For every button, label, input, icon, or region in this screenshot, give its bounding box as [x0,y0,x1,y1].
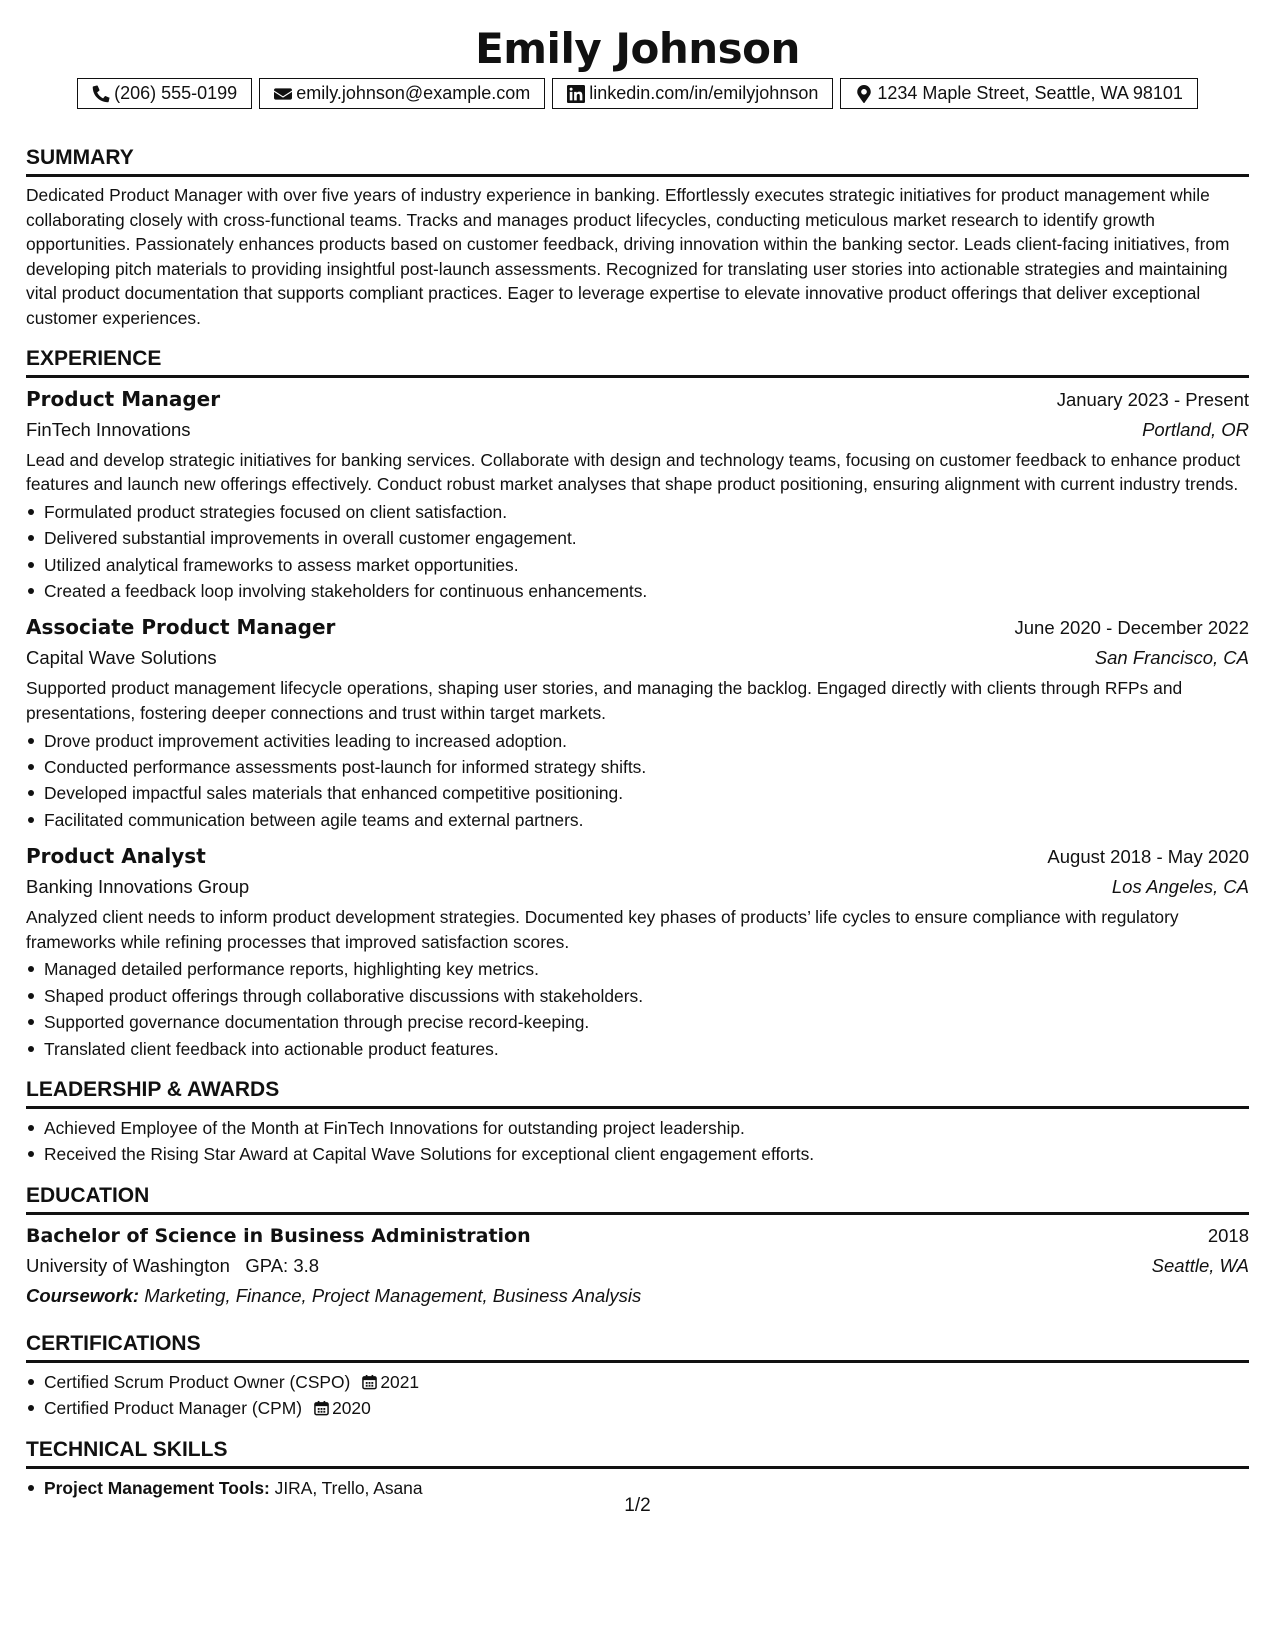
list-item: Achieved Employee of the Month at FinTech Innovations for outstanding project leadership. [26,1115,1249,1141]
job-bullets [26,956,1249,1062]
job-location: Los Angeles, CA [1111,876,1249,898]
skill-value: JIRA, Trello, Asana [274,1477,423,1498]
certifications-list [26,1369,1249,1422]
calendar-icon [314,1400,329,1416]
contact-email [259,78,545,109]
experience-section [26,346,1249,1062]
leadership-list [26,1115,1249,1168]
certification-name: Certified Scrum Product Owner (CSPO) [44,1371,351,1392]
coursework [26,1281,1249,1311]
list-item [26,1395,1249,1421]
job-entry [26,612,1249,833]
candidate-name: Emily Johnson [475,24,800,73]
contact-linkedin-text: linkedin.com/in/emilyjohnson [589,83,819,103]
job-entry [26,841,1249,1062]
list-item: Shaped product offerings through collaborative discussions with stakeholders. [26,983,1249,1009]
list-item: Developed impactful sales materials that enhanced competitive positioning. [26,780,1249,806]
job-date: June 2020 - December 2022 [1014,617,1249,639]
skill-label: Project Management Tools: [44,1477,270,1498]
contact-email-text: emily.johnson@example.com [296,83,531,103]
gpa: GPA: 3.8 [245,1254,320,1276]
contact-address [840,78,1198,109]
list-item: Supported governance documentation through precise record-keeping. [26,1009,1249,1035]
list-item [26,1369,1249,1395]
phone-icon [92,85,110,103]
certifications-heading: CERTIFICATIONS [26,1331,1249,1363]
experience-heading: EXPERIENCE [26,346,1249,378]
list-item: Delivered substantial improvements in overall customer engagement. [26,525,1249,551]
summary-text: Dedicated Product Manager with over five years of industry experience in banking. Effortlessly executes strategic initiatives for product management while collaborating closely with cross-functional teams. Tracks and manages product lifecycles, conducting meticulous market research to identify growth opportunities. Passionately enhances products based on customer feedback, driving innovation within the banking sector. Leads client-facing initiatives, from developing pitch materials to providing insightful post-launch assessments. Recognized for translating user stories into actionable strategies and maintaining vital product documentation that supports compliant practices. Eager to leverage expertise to elevate innovative product offerings that deliver exceptional customer experiences. [26,185,1230,328]
envelope-icon [274,85,292,103]
job-location: San Francisco, CA [1094,647,1249,669]
certification-year: 2020 [332,1398,371,1419]
certification-year: 2021 [380,1371,420,1392]
job-bullets [26,728,1249,834]
certification-name: Certified Product Manager (CPM) [44,1398,303,1419]
job-title: Associate Product Manager [26,615,336,640]
education-section [26,1183,1249,1311]
list-item: Received the Rising Star Award at Capital Wave Solutions for exceptional client engagement efforts. [26,1141,1249,1167]
degree-title: Bachelor of Science in Business Administration [26,1224,531,1247]
summary-section [26,145,1249,331]
calendar-icon [362,1374,377,1390]
list-item: Translated client feedback into actionable product features. [26,1036,1249,1062]
school-name: University of Washington [26,1254,230,1276]
job-bullets [26,499,1249,605]
contact-address-text: 1234 Maple Street, Seattle, WA 98101 [877,83,1183,103]
job-description: Analyzed client needs to inform product development strategies. Documented key phases of products’ life cycles to ensure compliance with regulatory frameworks while refining processes that improved satisfaction scores. [26,907,1179,952]
job-title: Product Manager [26,386,221,411]
education-heading: EDUCATION [26,1183,1249,1215]
leadership-heading: LEADERSHIP & AWARDS [26,1077,1249,1109]
job-entry [26,384,1249,605]
job-description: Lead and develop strategic initiatives for banking services. Collaborate with design and technology teams, focusing on customer feedback to enhance product features and launch new offerings effectively. Conduct robust market analyses that shape product positioning, ensuring alignment with current industry trends. [26,449,1241,495]
coursework-list: Marketing, Finance, Project Management, Business Analysis [144,1284,642,1306]
contact-phone-text: (206) 555-0199 [114,83,238,103]
job-description: Supported product management lifecycle operations, shaping user stories, and managing the backlog. Engaged directly with clients through RFPs and presentations, fostering deeper connections and trust within target markets. [26,678,1183,723]
certifications-section [26,1331,1249,1422]
contact-linkedin [552,78,833,109]
list-item: Formulated product strategies focused on client satisfaction. [26,499,1249,525]
school-location: Seattle, WA [1151,1254,1249,1276]
graduation-year: 2018 [1207,1224,1249,1246]
page-number: 1/2 [624,1495,651,1516]
leadership-section [26,1077,1249,1168]
job-title: Product Analyst [26,844,206,869]
skills-section [26,1437,1249,1501]
job-date: August 2018 - May 2020 [1047,846,1249,868]
skills-heading: TECHNICAL SKILLS [26,1437,1249,1469]
resume-page [26,22,1249,1501]
coursework-label: Coursework: [26,1284,140,1306]
linkedin-icon [567,85,585,103]
job-company: FinTech Innovations [26,418,191,440]
job-location: Portland, OR [1142,418,1249,440]
list-item: Facilitated communication between agile teams and external partners. [26,807,1249,833]
summary-heading: SUMMARY [26,145,1249,177]
list-item: Utilized analytical frameworks to assess market opportunities. [26,552,1249,578]
list-item: Created a feedback loop involving stakeholders for continuous enhancements. [26,578,1249,604]
contact-phone [77,78,252,109]
list-item: Drove product improvement activities leading to increased adoption. [26,728,1249,754]
job-company: Capital Wave Solutions [26,647,217,669]
list-item: Managed detailed performance reports, highlighting key metrics. [26,956,1249,982]
contact-bar [26,78,1249,109]
map-pin-icon [855,85,873,103]
job-date: January 2023 - Present [1056,388,1249,410]
list-item: Conducted performance assessments post-launch for informed strategy shifts. [26,754,1249,780]
job-company: Banking Innovations Group [26,876,250,898]
